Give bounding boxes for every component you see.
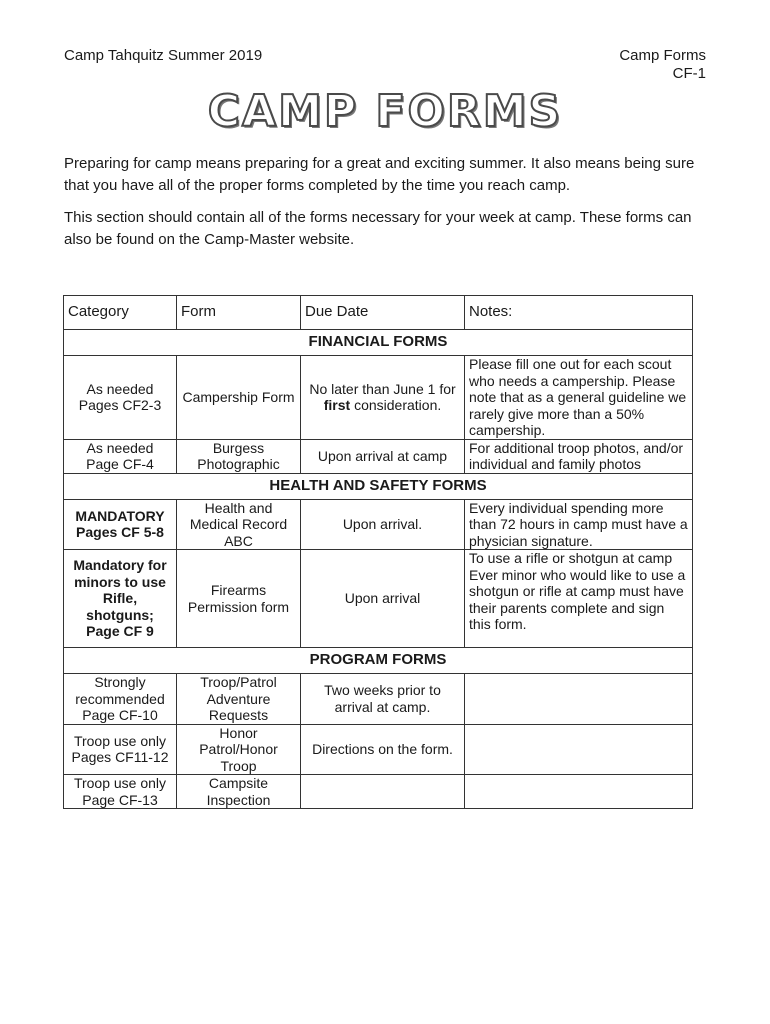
due-date-cell: Upon arrival at camp — [301, 439, 465, 473]
table-header-row — [64, 296, 693, 330]
due-date-cell: Upon arrival. — [301, 499, 465, 550]
intro-paragraph: Preparing for camp means preparing for a great and exciting summer. It also means being sure that you have all of the proper forms completed by the time you reach camp. — [64, 155, 695, 194]
table-row — [64, 674, 693, 725]
section-title-financial: FINANCIAL FORMS — [64, 330, 693, 356]
table-row — [64, 775, 693, 809]
due-date-cell: Two weeks prior to arrival at camp. — [301, 674, 465, 725]
form-cell: Troop/Patrol Adventure Requests — [177, 674, 301, 725]
form-cell: Campership Form — [177, 356, 301, 440]
section-row-program — [64, 648, 693, 674]
table-row — [64, 550, 693, 648]
category-cell: Strongly recommended Page CF-10 — [64, 674, 177, 725]
header-right — [619, 47, 706, 83]
category-cell: Troop use only Pages CF11-12 — [64, 724, 177, 775]
form-cell: Campsite Inspection — [177, 775, 301, 809]
page-title: CAMP FORMS — [207, 86, 563, 137]
forms-table — [63, 295, 693, 809]
notes-cell: Every individual spending more than 72 hours in camp must have a physician signature. — [465, 499, 693, 550]
notes-cell — [465, 775, 693, 809]
category-cell: As needed Pages CF2-3 — [64, 356, 177, 440]
table-row — [64, 356, 693, 440]
form-cell: Firearms Permission form — [177, 550, 301, 648]
header-left: Camp Tahquitz Summer 2019 — [64, 47, 263, 64]
table-row — [64, 439, 693, 473]
due-date-cell: Upon arrival — [301, 550, 465, 648]
header-right-line1: Camp Forms — [619, 47, 706, 64]
form-cell: Burgess Photographic — [177, 439, 301, 473]
category-cell: Mandatory for minors to use Rifle, shotguns; Page CF 9 — [64, 550, 177, 648]
section-title-health: HEALTH AND SAFETY FORMS — [64, 473, 693, 499]
column-header-notes: Notes: — [465, 296, 693, 330]
column-header-category: Category — [64, 296, 177, 330]
form-cell: Honor Patrol/Honor Troop — [177, 724, 301, 775]
notes-cell — [465, 724, 693, 775]
notes-cell — [465, 674, 693, 725]
notes-cell: Please fill one out for each scout who needs a campership. Please note that as a general guideline we rarely give more than a 50% campership. — [465, 356, 693, 440]
table-row — [64, 724, 693, 775]
section-row-financial — [64, 330, 693, 356]
section-row-health — [64, 473, 693, 499]
table-row — [64, 499, 693, 550]
category-cell: MANDATORY Pages CF 5-8 — [64, 499, 177, 550]
category-cell: Troop use only Page CF-13 — [64, 775, 177, 809]
due-date-cell: No later than June 1 for first consideration. — [301, 356, 465, 440]
section-title-program: PROGRAM FORMS — [64, 648, 693, 674]
header-right-line2: CF-1 — [672, 65, 706, 82]
notes-cell: To use a rifle or shotgun at camp Ever minor who would like to use a shotgun or rifle at camp must have their parents complete and sign this form. — [465, 550, 693, 648]
category-cell: As needed Page CF-4 — [64, 439, 177, 473]
notes-cell: For additional troop photos, and/or individual and family photos — [465, 439, 693, 473]
column-header-due-date: Due Date — [301, 296, 465, 330]
due-date-cell: Directions on the form. — [301, 724, 465, 775]
form-cell: Health and Medical Record ABC — [177, 499, 301, 550]
column-header-form: Form — [177, 296, 301, 330]
section-paragraph: This section should contain all of the forms necessary for your week at camp. These forms can also be found on the Camp-Master website. — [64, 209, 692, 248]
due-date-cell — [301, 775, 465, 809]
